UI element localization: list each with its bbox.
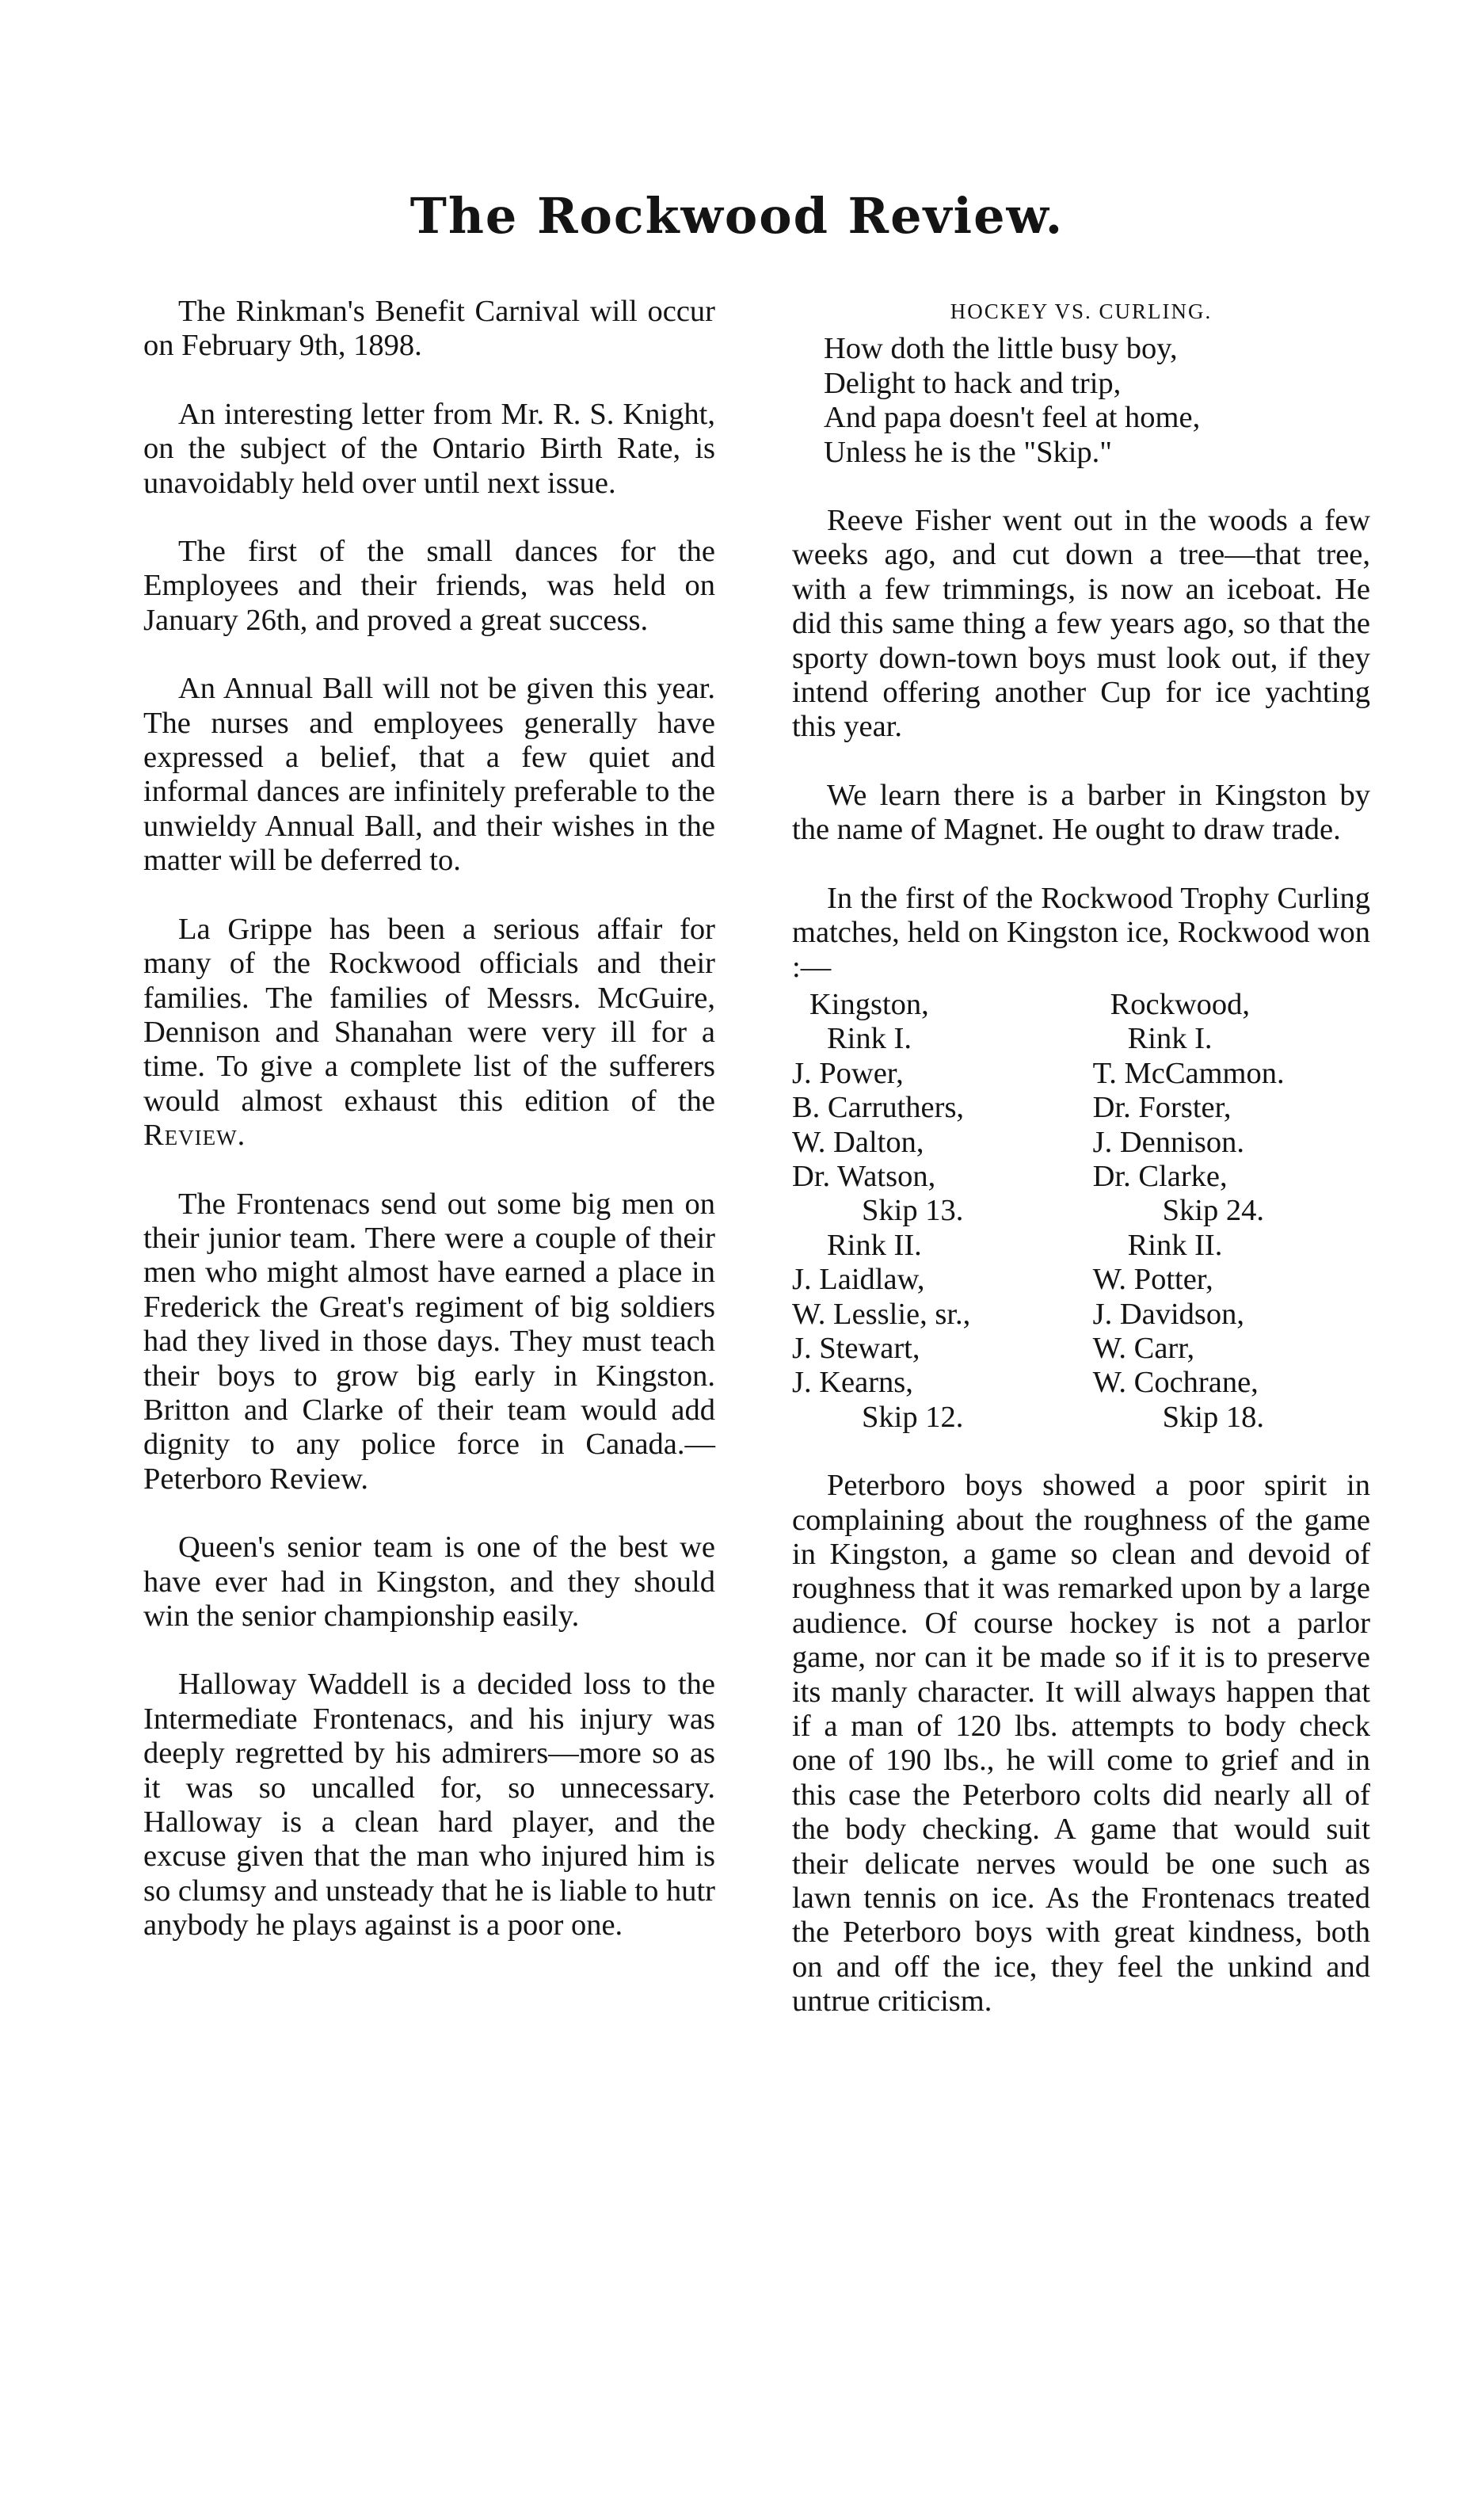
team-line: Rink I. (1127, 1022, 1213, 1056)
team-line: Skip 12. (862, 1400, 964, 1434)
team-line: Rink II. (1127, 1228, 1223, 1262)
team-line: J. Stewart, (792, 1331, 920, 1365)
team-line: W. Lesslie, sr., (792, 1297, 971, 1331)
paragraph: The Rinkman's Benefit Carnival will occur on February 9th, 1898. (143, 295, 715, 363)
paragraph: An interesting letter from Mr. R. S. Knight, on the subject of the Ontario Birth Rate, is unavoidably held over until next issue. (143, 397, 715, 500)
team-line: Dr. Forster, (1092, 1091, 1232, 1125)
team-kingston (792, 988, 1069, 1435)
team-line: W. Potter, (1092, 1263, 1213, 1297)
poem-line: Delight to hack and trip, (824, 366, 1122, 400)
paragraph: Queen's senior team is one of the best we have ever had in Kingston, and they should win the senior championship easily. (143, 1531, 715, 1633)
paragraph: The Frontenacs send out some big men on their junior team. There were a couple of their men who might almost have earned a place in Frederick the Great's regiment of big soldiers had they lived in those days. They must teach their boys to grow big early in Kingston. Britton and Clarke of their team would add dignity to any police force in Canada.—Peterboro Review. (143, 1187, 715, 1496)
poem-line: How doth the little busy boy, (824, 332, 1178, 366)
paragraph: The first of the small dances for the Employees and their friends, was held on January 26th, and proved a great success. (143, 535, 715, 637)
left-column (143, 295, 715, 1977)
poem-line: And papa doesn't feel at home, (824, 401, 1201, 435)
paragraph-text: La Grippe has been a serious affair for many of the Rockwood officials and their families. The families of Messrs. McGuire, Dennison and Shanahan were very ill for a time. To give a complete list of the sufferers would almost exhaust this edition of the (143, 912, 715, 1118)
masthead-title: The Rockwood Review. (409, 187, 1065, 245)
team-line: J. Power, (792, 1056, 904, 1090)
paragraph: Peterboro boys showed a poor spirit in complaining about the roughness of the game in Kingston, a game so clean and devoid of roughness that it was remarked upon by a large audience. Of course hockey is not a parlor game, nor can it be made so if it is to preserve its manly character. It will always happen that if a man of 120 lbs. attempts to body check one of 190 lbs., he will come to grief and in this case the Peterboro colts did nearly all of the body checking. A game that would suit their delicate nerves would be one such as lawn tennis on ice. As the Frontenacs treated the Peterboro boys with great kindness, both on and off the ice, they feel the unkind and untrue criticism. (792, 1469, 1370, 2019)
team-line: B. Carruthers, (792, 1091, 965, 1125)
team-line: Rockwood, (1110, 987, 1251, 1021)
team-line: Kingston, (809, 987, 929, 1021)
team-line: Skip 13. (862, 1194, 964, 1228)
poem-line: Unless he is the "Skip." (824, 435, 1113, 469)
team-line: Skip 18. (1162, 1400, 1264, 1434)
team-line: Rink I. (827, 1022, 912, 1056)
team-rockwood (1093, 988, 1370, 1435)
paragraph: An Annual Ball will not be given this year. The nurses and employees generally have expressed a belief, that a few quiet and informal dances are infinitely preferable to the unwieldy Annual Ball, and their wishes in the matter will be deferred to. (143, 672, 715, 878)
right-column (792, 295, 1370, 2053)
paragraph: Halloway Waddell is a decided loss to the Intermediate Frontenacs, and his injury was deeply regretted by his admirers—more so as it was so uncalled for, so unnecessary. Halloway is a clean hard player, and the excuse given that the man who injured him is so clumsy and unsteady that he is liable to hutr anybody he plays against is a poor one. (143, 1668, 715, 1942)
curling-results (792, 988, 1370, 1435)
team-line: Skip 24. (1162, 1194, 1264, 1228)
team-line: W. Cochrane, (1092, 1366, 1259, 1400)
team-line: J. Laidlaw, (792, 1263, 925, 1297)
paragraph (143, 913, 715, 1153)
team-line: Rink II. (827, 1228, 922, 1262)
team-line: J. Dennison. (1092, 1125, 1245, 1159)
paragraph: We learn there is a barber in Kingston by the name of Magnet. He ought to draw trade. (792, 778, 1370, 847)
team-line: T. McCammon. (1092, 1056, 1285, 1090)
team-line: W. Carr, (1092, 1331, 1195, 1365)
team-line: W. Dalton, (792, 1125, 924, 1159)
poem (792, 332, 1370, 470)
poem-title: HOCKEY VS. CURLING. (950, 299, 1213, 323)
paragraph: In the first of the Rockwood Trophy Curling matches, held on Kingston ice, Rockwood won :— (792, 881, 1370, 984)
paragraph: Reeve Fisher went out in the woods a few weeks ago, and cut down a tree—that tree, with a few trimmings, is now an iceboat. He did this same thing a few years ago, so that the sporty down-town boys must look out, if they intend offering another Cup for ice yachting this year. (792, 504, 1370, 744)
review-small-caps: Review. (143, 1119, 246, 1153)
team-line: Dr. Watson, (792, 1159, 936, 1193)
team-line: J. Kearns, (792, 1366, 913, 1400)
team-line: Dr. Clarke, (1092, 1159, 1228, 1193)
team-line: J. Davidson, (1092, 1297, 1245, 1331)
